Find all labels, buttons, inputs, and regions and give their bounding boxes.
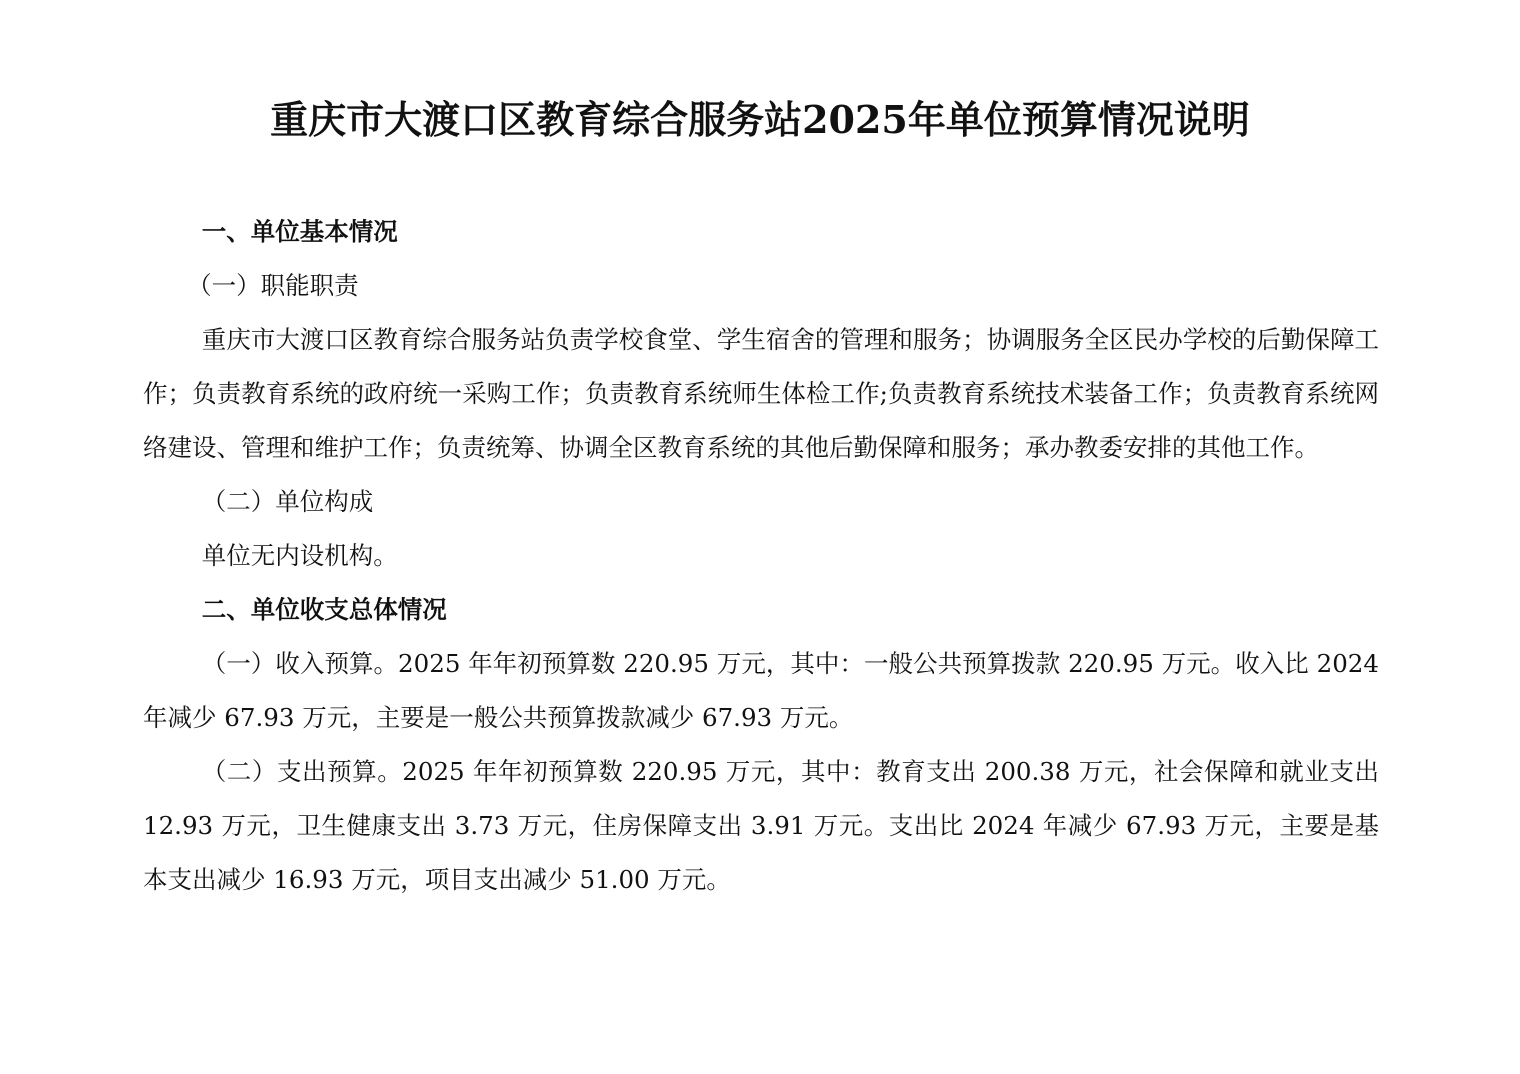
document-body	[143, 205, 1379, 907]
paragraph-duties: 重庆市大渡口区教育综合服务站负责学校食堂、学生宿舍的管理和服务；协调服务全区民办学校的后勤保障工作；负责教育系统的政府统一采购工作；负责教育系统师生体检工作;负责教育系统技术装备工作；负责教育系统网络建设、管理和维护工作；负责统筹、协调全区教育系统的其他后勤保障和服务；承办教委安排的其他工作。	[143, 325, 1379, 462]
section-heading-basic-info: 一、单位基本情况	[201, 217, 398, 246]
paragraph-composition: 单位无内设机构。	[201, 541, 398, 570]
section-heading-budget-overview: 二、单位收支总体情况	[201, 595, 447, 624]
subsection-heading-duties: （一）职能职责	[187, 271, 359, 300]
paragraph-income-budget: （一）收入预算。2025 年年初预算数 220.95 万元，其中：一般公共预算拨款 220.95 万元。收入比 2024 年减少 67.93 万元，主要是一般公共预算拨款减少 67.93 万元。	[143, 649, 1379, 732]
document-title: 重庆市大渡口区教育综合服务站2025年单位预算情况说明	[270, 97, 1250, 142]
paragraph-expenditure-budget: （二）支出预算。2025 年年初预算数 220.95 万元，其中：教育支出 200.38 万元，社会保障和就业支出 12.93 万元，卫生健康支出 3.73 万元，住房保障支出 3.91 万元。支出比 2024 年减少 67.93 万元，主要是基本支出减少 16.93 万元，项目支出减少 51.00 万元。	[143, 757, 1379, 894]
subsection-heading-composition: （二）单位构成	[201, 487, 374, 516]
